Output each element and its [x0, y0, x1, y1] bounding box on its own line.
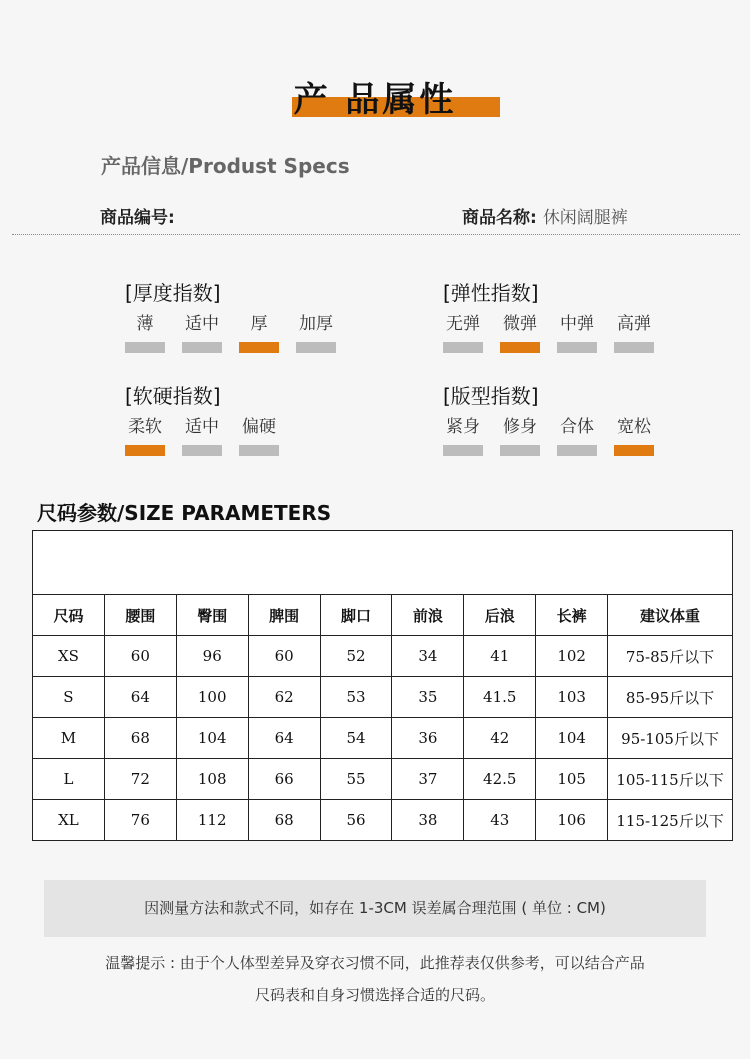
table-header-cell: 臀围 — [176, 595, 248, 636]
thickness-index-title: [厚度指数] — [125, 281, 221, 305]
table-cell: 75-85斤以下 — [608, 636, 733, 677]
elasticity-option-bar — [500, 342, 540, 353]
table-header-cell: 腰围 — [104, 595, 176, 636]
table-header-cell: 脾围 — [248, 595, 320, 636]
thickness-option — [296, 309, 336, 353]
softness-option — [239, 412, 279, 456]
table-row — [33, 718, 733, 759]
table-cell: 96 — [176, 636, 248, 677]
product-name-value: 休闲阔腿裤 — [542, 208, 628, 228]
softness-option-bar — [239, 445, 279, 456]
table-cell: M — [33, 718, 105, 759]
dotted-divider — [12, 234, 740, 235]
table-cell: 68 — [104, 718, 176, 759]
table-cell: 41 — [464, 636, 536, 677]
table-header-cell: 后浪 — [464, 595, 536, 636]
size-table — [32, 530, 733, 841]
table-cell: 43 — [464, 800, 536, 841]
table-cell: 56 — [320, 800, 392, 841]
elasticity-index-title: [弹性指数] — [443, 281, 539, 305]
thickness-index — [125, 277, 333, 334]
softness-index-title: [软硬指数] — [125, 384, 221, 408]
fit-index-title: [版型指数] — [443, 384, 539, 408]
table-header-row — [33, 595, 733, 636]
table-row — [33, 636, 733, 677]
fit-option-label: 紧身 — [446, 417, 480, 437]
table-cell: 60 — [248, 636, 320, 677]
elasticity-option — [500, 309, 540, 353]
table-cell: 55 — [320, 759, 392, 800]
table-cell: 60 — [104, 636, 176, 677]
softness-index — [125, 380, 276, 437]
table-cell: 76 — [104, 800, 176, 841]
table-cell: 112 — [176, 800, 248, 841]
fit-option — [614, 412, 654, 456]
softness-option-label: 适中 — [185, 417, 219, 437]
softness-option-label: 偏硬 — [242, 417, 276, 437]
table-cell: 85-95斤以下 — [608, 677, 733, 718]
table-cell: 95-105斤以下 — [608, 718, 733, 759]
thickness-option — [239, 309, 279, 353]
table-cell: 104 — [536, 718, 608, 759]
softness-option — [125, 412, 165, 456]
softness-option — [182, 412, 222, 456]
thickness-option-label: 适中 — [185, 314, 219, 334]
page-title: 产 品属性 — [293, 80, 457, 120]
tip-line-1: 温馨提示 : 由于个人体型差异及穿衣习惯不同，此推荐表仅供参考，可以结合产品 — [105, 954, 645, 972]
table-cell: 41.5 — [464, 677, 536, 718]
fit-option-bar — [500, 445, 540, 456]
table-header-cell: 尺码 — [33, 595, 105, 636]
product-name — [462, 203, 628, 228]
fit-option-bar — [614, 445, 654, 456]
section-subtitle: 产品信息/Produst Specs — [101, 154, 350, 178]
measurement-note: 因测量方法和款式不同，如存在 1-3CM 误差属合理范围 ( 单位 : CM) — [44, 880, 706, 937]
thickness-option — [125, 309, 165, 353]
table-cell: 42 — [464, 718, 536, 759]
elasticity-option-bar — [614, 342, 654, 353]
table-cell: 54 — [320, 718, 392, 759]
table-cell: 38 — [392, 800, 464, 841]
table-cell: 103 — [536, 677, 608, 718]
fit-option — [443, 412, 483, 456]
thickness-option-bar — [296, 342, 336, 353]
elasticity-option-label: 无弹 — [446, 314, 480, 334]
thickness-option-label: 薄 — [136, 314, 154, 334]
thickness-option-label: 厚 — [250, 314, 268, 334]
table-header-cell: 前浪 — [392, 595, 464, 636]
fit-option — [500, 412, 540, 456]
table-cell: 64 — [104, 677, 176, 718]
thickness-option-bar — [125, 342, 165, 353]
table-cell: 42.5 — [464, 759, 536, 800]
elasticity-option — [614, 309, 654, 353]
thickness-option-bar — [239, 342, 279, 353]
elasticity-option-bar — [557, 342, 597, 353]
elasticity-option — [443, 309, 483, 353]
table-cell: 36 — [392, 718, 464, 759]
product-name-label: 商品名称: — [462, 208, 537, 228]
table-cell: 105-115斤以下 — [608, 759, 733, 800]
table-cell: 72 — [104, 759, 176, 800]
page-title-block — [0, 70, 750, 120]
table-cell: 37 — [392, 759, 464, 800]
elasticity-option-bar — [443, 342, 483, 353]
fit-option-bar — [557, 445, 597, 456]
table-cell: S — [33, 677, 105, 718]
table-body — [33, 636, 733, 841]
tip-line-2: 尺码表和自身习惯选择合适的尺码。 — [254, 986, 495, 1004]
table-header-cell: 长裤 — [536, 595, 608, 636]
elasticity-option-label: 中弹 — [560, 314, 594, 334]
fit-option-label: 修身 — [503, 417, 537, 437]
table-cell: 102 — [536, 636, 608, 677]
table-blank-row — [33, 531, 733, 595]
elasticity-option-label: 微弹 — [503, 314, 537, 334]
table-cell: 104 — [176, 718, 248, 759]
thickness-option-bar — [182, 342, 222, 353]
table-cell: 52 — [320, 636, 392, 677]
size-parameters-heading: 尺码参数/SIZE PARAMETERS — [37, 501, 332, 525]
fit-option — [557, 412, 597, 456]
fit-option-label: 合体 — [560, 417, 594, 437]
table-row — [33, 677, 733, 718]
thickness-option-label: 加厚 — [299, 314, 333, 334]
table-cell: 68 — [248, 800, 320, 841]
table-cell: 100 — [176, 677, 248, 718]
table-cell: 53 — [320, 677, 392, 718]
fit-index — [443, 380, 651, 437]
table-cell: 34 — [392, 636, 464, 677]
table-cell: 106 — [536, 800, 608, 841]
elasticity-index — [443, 277, 651, 334]
fit-option-bar — [443, 445, 483, 456]
table-cell: 66 — [248, 759, 320, 800]
table-cell: 115-125斤以下 — [608, 800, 733, 841]
table-cell: 64 — [248, 718, 320, 759]
table-blank-cell — [33, 531, 733, 595]
table-row — [33, 800, 733, 841]
table-header-cell: 建议体重 — [608, 595, 733, 636]
table-cell: 105 — [536, 759, 608, 800]
elasticity-option-label: 高弹 — [617, 314, 651, 334]
table-header-cell: 脚口 — [320, 595, 392, 636]
product-no-label: 商品编号: — [100, 208, 175, 228]
softness-option-bar — [182, 445, 222, 456]
table-cell: 62 — [248, 677, 320, 718]
elasticity-option — [557, 309, 597, 353]
table-cell: XS — [33, 636, 105, 677]
fit-option-label: 宽松 — [617, 417, 651, 437]
table-cell: 108 — [176, 759, 248, 800]
table-cell: L — [33, 759, 105, 800]
table-cell: XL — [33, 800, 105, 841]
table-row — [33, 759, 733, 800]
table-cell: 35 — [392, 677, 464, 718]
softness-option-label: 柔软 — [128, 417, 162, 437]
softness-option-bar — [125, 445, 165, 456]
thickness-option — [182, 309, 222, 353]
